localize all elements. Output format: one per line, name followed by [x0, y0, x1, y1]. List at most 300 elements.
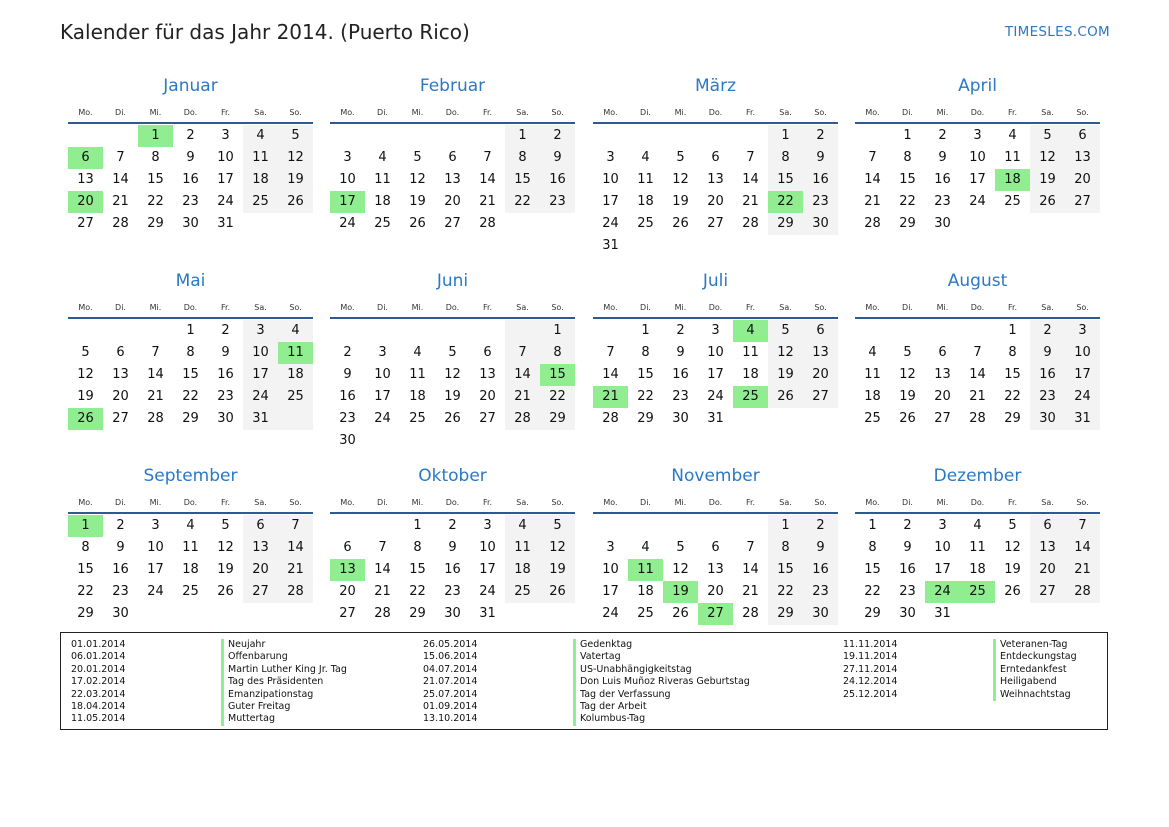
day-cell: 21 [147, 389, 164, 404]
holiday-day-cell: 1 [68, 515, 103, 537]
day-cell: 6 [711, 540, 720, 555]
day-cell: 20 [1074, 172, 1091, 187]
day-cell: 30 [1039, 411, 1056, 426]
month-7 [593, 269, 838, 459]
day-cell: 25 [409, 411, 426, 426]
day-cell: 20 [1039, 562, 1056, 577]
weekday-label: Sa. [1041, 108, 1054, 117]
day-cell: 7 [116, 150, 125, 165]
day-cell: 28 [742, 216, 759, 231]
day-cell: 27 [479, 411, 496, 426]
day-cell: 24 [969, 194, 986, 209]
day-cell: 21 [374, 584, 391, 599]
day-cell: 12 [409, 172, 426, 187]
month-1 [68, 74, 313, 264]
day-cell: 27 [707, 216, 724, 231]
day-cell: 2 [903, 518, 912, 533]
day-cell: 29 [637, 411, 654, 426]
month-11 [593, 464, 838, 654]
day-cell: 5 [676, 540, 685, 555]
holiday-name: Don Luis Muñoz Riveras Geburtstag [573, 676, 750, 688]
holiday-date: 27.11.2014 [843, 663, 898, 675]
day-cell: 8 [1008, 345, 1017, 360]
weekday-label: Sa. [254, 498, 267, 507]
day-cell: 9 [1043, 345, 1052, 360]
day-cell: 24 [147, 584, 164, 599]
day-cell: 27 [1039, 584, 1056, 599]
holiday-name: Veteranen-Tag [993, 639, 1067, 651]
weekday-label: Fr. [220, 108, 231, 117]
day-cell: 7 [151, 345, 160, 360]
day-cell: 22 [864, 584, 881, 599]
day-cell: 28 [479, 216, 496, 231]
day-cell: 1 [1008, 323, 1017, 338]
day-cell: 21 [479, 194, 496, 209]
weekday-label: Di. [115, 303, 126, 312]
day-cell: 20 [934, 389, 951, 404]
day-cell: 26 [444, 411, 461, 426]
day-cell: 15 [637, 367, 654, 382]
weekday-label: Fr. [1007, 303, 1018, 312]
day-cell: 10 [934, 540, 951, 555]
day-cell: 16 [672, 367, 689, 382]
day-cell: 1 [518, 128, 527, 143]
day-cell: 3 [151, 518, 160, 533]
day-cell: 17 [252, 367, 269, 382]
day-cell: 14 [287, 540, 304, 555]
day-cell: 2 [1043, 323, 1052, 338]
day-cell: 19 [899, 389, 916, 404]
day-cell: 30 [812, 216, 829, 231]
day-cell: 25 [287, 389, 304, 404]
day-cell: 12 [672, 172, 689, 187]
day-cell: 29 [147, 216, 164, 231]
month-name: April [958, 76, 997, 96]
weekday-label: So. [814, 303, 827, 312]
day-cell: 8 [641, 345, 650, 360]
day-cell: 20 [252, 562, 269, 577]
day-cell: 13 [252, 540, 269, 555]
holiday-day-cell: 15 [540, 364, 575, 386]
holiday-day-cell: 25 [960, 581, 995, 603]
site-link[interactable]: TIMESLES.COM [1004, 24, 1110, 40]
day-cell: 12 [1004, 540, 1021, 555]
month-name: Oktober [418, 466, 487, 486]
day-cell: 3 [606, 540, 615, 555]
weekday-label: Mi. [936, 303, 949, 312]
holiday-name: Neujahr [221, 639, 265, 651]
day-cell: 21 [112, 194, 129, 209]
day-cell: 23 [549, 194, 566, 209]
holiday-date: 21.07.2014 [423, 676, 478, 688]
day-cell: 2 [186, 128, 195, 143]
weekday-label: Mo. [78, 303, 93, 312]
holiday-name: Muttertag [221, 713, 275, 725]
day-cell: 5 [553, 518, 562, 533]
holiday-name: Tag der Arbeit [573, 701, 647, 713]
holiday-day-cell: 6 [68, 147, 103, 169]
day-cell: 5 [413, 150, 422, 165]
day-cell: 27 [812, 389, 829, 404]
day-cell: 27 [934, 411, 951, 426]
day-cell: 20 [339, 584, 356, 599]
day-cell: 31 [252, 411, 269, 426]
day-cell: 1 [781, 518, 790, 533]
day-cell: 25 [182, 584, 199, 599]
day-cell: 22 [637, 389, 654, 404]
day-cell: 1 [413, 518, 422, 533]
day-cell: 23 [672, 389, 689, 404]
day-cell: 4 [518, 518, 527, 533]
day-cell: 26 [287, 194, 304, 209]
day-cell: 21 [514, 389, 531, 404]
day-cell: 14 [479, 172, 496, 187]
day-cell: 9 [116, 540, 125, 555]
day-cell: 18 [409, 389, 426, 404]
day-cell: 3 [606, 150, 615, 165]
holiday-date: 06.01.2014 [71, 651, 126, 663]
holiday-name: US-Unabhängigkeitstag [573, 664, 692, 676]
weekday-label: Do. [708, 108, 723, 117]
day-cell: 19 [287, 172, 304, 187]
day-cell: 27 [1074, 194, 1091, 209]
holiday-day-cell: 19 [663, 581, 698, 603]
day-cell: 24 [602, 216, 619, 231]
day-cell: 24 [602, 606, 619, 621]
day-cell: 22 [777, 584, 794, 599]
day-cell: 18 [864, 389, 881, 404]
day-cell: 30 [112, 606, 129, 621]
weekday-label: Fr. [220, 498, 231, 507]
day-cell: 28 [287, 584, 304, 599]
holiday-name: Kolumbus-Tag [573, 713, 645, 725]
day-cell: 3 [973, 128, 982, 143]
day-cell: 16 [339, 389, 356, 404]
weekday-label: Di. [115, 498, 126, 507]
day-cell: 30 [217, 411, 234, 426]
holiday-legend [60, 632, 1108, 730]
month-9 [68, 464, 313, 654]
day-cell: 25 [1004, 194, 1021, 209]
day-cell: 26 [672, 606, 689, 621]
day-cell: 20 [112, 389, 129, 404]
day-cell: 29 [899, 216, 916, 231]
day-cell: 20 [812, 367, 829, 382]
day-cell: 28 [514, 411, 531, 426]
day-cell: 24 [374, 411, 391, 426]
day-cell: 5 [448, 345, 457, 360]
weekday-label: So. [551, 108, 564, 117]
day-cell: 14 [374, 562, 391, 577]
day-cell: 10 [374, 367, 391, 382]
day-cell: 15 [899, 172, 916, 187]
day-cell: 12 [217, 540, 234, 555]
day-cell: 26 [409, 216, 426, 231]
weekday-label: Do. [183, 498, 198, 507]
day-cell: 12 [672, 562, 689, 577]
holiday-day-cell: 24 [925, 581, 960, 603]
month-divider [855, 122, 1100, 124]
day-cell: 4 [378, 150, 387, 165]
day-cell: 7 [746, 540, 755, 555]
month-5 [68, 269, 313, 459]
month-name: Mai [175, 271, 206, 291]
day-cell: 10 [252, 345, 269, 360]
day-cell: 29 [549, 411, 566, 426]
day-cell: 2 [553, 128, 562, 143]
weekday-label: Di. [115, 108, 126, 117]
weekday-label: Do. [445, 108, 460, 117]
day-cell: 5 [676, 150, 685, 165]
day-cell: 30 [182, 216, 199, 231]
month-divider [593, 317, 838, 319]
day-cell: 15 [147, 172, 164, 187]
day-cell: 15 [1004, 367, 1021, 382]
day-cell: 31 [934, 606, 951, 621]
day-cell: 12 [444, 367, 461, 382]
day-cell: 26 [899, 411, 916, 426]
weekday-label: Do. [970, 108, 985, 117]
weekday-label: Sa. [779, 498, 792, 507]
weekday-label: Do. [970, 303, 985, 312]
day-cell: 24 [252, 389, 269, 404]
day-cell: 23 [182, 194, 199, 209]
day-cell: 21 [864, 194, 881, 209]
month-12 [855, 464, 1100, 654]
day-cell: 5 [903, 345, 912, 360]
month-divider [855, 512, 1100, 514]
weekday-label: Mo. [78, 498, 93, 507]
holiday-date: 15.06.2014 [423, 651, 478, 663]
day-cell: 27 [339, 606, 356, 621]
weekday-label: Do. [708, 303, 723, 312]
weekday-label: Mi. [149, 303, 162, 312]
holiday-day-cell: 1 [138, 125, 173, 147]
day-cell: 13 [444, 172, 461, 187]
day-cell: 22 [1004, 389, 1021, 404]
day-cell: 11 [969, 540, 986, 555]
day-cell: 11 [637, 172, 654, 187]
weekday-label: Di. [377, 498, 388, 507]
day-cell: 14 [1074, 540, 1091, 555]
day-cell: 25 [514, 584, 531, 599]
day-cell: 1 [553, 323, 562, 338]
month-4 [855, 74, 1100, 264]
month-6 [330, 269, 575, 459]
holiday-day-cell: 11 [278, 342, 313, 364]
weekday-label: Mo. [78, 108, 93, 117]
day-cell: 26 [549, 584, 566, 599]
holiday-name: Entdeckungstag [993, 651, 1077, 663]
day-cell: 10 [602, 172, 619, 187]
day-cell: 17 [602, 194, 619, 209]
day-cell: 10 [707, 345, 724, 360]
day-cell: 9 [343, 367, 352, 382]
day-cell: 7 [606, 345, 615, 360]
day-cell: 22 [514, 194, 531, 209]
day-cell: 8 [151, 150, 160, 165]
month-divider [68, 122, 313, 124]
day-cell: 16 [444, 562, 461, 577]
day-cell: 31 [479, 606, 496, 621]
day-cell: 5 [781, 323, 790, 338]
day-cell: 9 [903, 540, 912, 555]
holiday-date: 13.10.2014 [423, 713, 478, 725]
weekday-label: So. [289, 498, 302, 507]
day-cell: 13 [479, 367, 496, 382]
holiday-name: Tag der Verfassung [573, 689, 671, 701]
day-cell: 4 [291, 323, 300, 338]
day-cell: 25 [637, 606, 654, 621]
day-cell: 24 [479, 584, 496, 599]
day-cell: 7 [1078, 518, 1087, 533]
day-cell: 12 [899, 367, 916, 382]
day-cell: 7 [291, 518, 300, 533]
weekday-label: So. [551, 498, 564, 507]
day-cell: 30 [444, 606, 461, 621]
day-cell: 30 [899, 606, 916, 621]
day-cell: 3 [378, 345, 387, 360]
weekday-label: Mo. [603, 108, 618, 117]
day-cell: 21 [742, 194, 759, 209]
holiday-date: 19.11.2014 [843, 651, 898, 663]
day-cell: 26 [672, 216, 689, 231]
day-cell: 27 [252, 584, 269, 599]
day-cell: 17 [602, 584, 619, 599]
day-cell: 31 [707, 411, 724, 426]
weekday-label: Do. [183, 108, 198, 117]
day-cell: 29 [409, 606, 426, 621]
weekday-label: Di. [377, 303, 388, 312]
day-cell: 16 [1039, 367, 1056, 382]
day-cell: 22 [147, 194, 164, 209]
day-cell: 15 [409, 562, 426, 577]
weekday-label: Mo. [865, 498, 880, 507]
weekday-label: So. [289, 303, 302, 312]
holiday-name: Offenbarung [221, 651, 288, 663]
day-cell: 13 [77, 172, 94, 187]
holiday-day-cell: 26 [68, 408, 103, 430]
weekday-label: Mo. [603, 303, 618, 312]
day-cell: 6 [116, 345, 125, 360]
day-cell: 13 [812, 345, 829, 360]
day-cell: 23 [934, 194, 951, 209]
weekday-label: Mi. [936, 108, 949, 117]
day-cell: 9 [448, 540, 457, 555]
day-cell: 11 [252, 150, 269, 165]
day-cell: 29 [864, 606, 881, 621]
day-cell: 28 [147, 411, 164, 426]
day-cell: 20 [479, 389, 496, 404]
month-name: Juni [436, 271, 469, 291]
day-cell: 15 [777, 562, 794, 577]
month-name: November [671, 466, 760, 486]
day-cell: 1 [186, 323, 195, 338]
day-cell: 17 [374, 389, 391, 404]
day-cell: 21 [287, 562, 304, 577]
weekday-label: Mo. [340, 108, 355, 117]
holiday-day-cell: 25 [733, 386, 768, 408]
day-cell: 6 [711, 150, 720, 165]
day-cell: 11 [864, 367, 881, 382]
weekday-label: Di. [902, 303, 913, 312]
day-cell: 16 [182, 172, 199, 187]
holiday-date: 18.04.2014 [71, 700, 126, 712]
day-cell: 18 [514, 562, 531, 577]
day-cell: 23 [112, 584, 129, 599]
day-cell: 28 [602, 411, 619, 426]
day-cell: 3 [343, 150, 352, 165]
day-cell: 23 [339, 411, 356, 426]
weekday-label: So. [1076, 303, 1089, 312]
day-cell: 17 [707, 367, 724, 382]
day-cell: 9 [816, 150, 825, 165]
weekday-label: Mi. [411, 303, 424, 312]
weekday-label: Mi. [411, 108, 424, 117]
month-divider [593, 512, 838, 514]
weekday-label: Fr. [220, 303, 231, 312]
day-cell: 11 [182, 540, 199, 555]
weekday-label: Fr. [745, 303, 756, 312]
weekday-label: Mi. [674, 303, 687, 312]
weekday-label: Di. [902, 498, 913, 507]
day-cell: 19 [409, 194, 426, 209]
day-cell: 16 [549, 172, 566, 187]
day-cell: 3 [483, 518, 492, 533]
day-cell: 8 [903, 150, 912, 165]
day-cell: 17 [969, 172, 986, 187]
day-cell: 5 [1043, 128, 1052, 143]
day-cell: 6 [343, 540, 352, 555]
month-divider [330, 512, 575, 514]
day-cell: 15 [864, 562, 881, 577]
day-cell: 19 [77, 389, 94, 404]
day-cell: 20 [707, 584, 724, 599]
holiday-day-cell: 11 [628, 559, 663, 581]
day-cell: 22 [899, 194, 916, 209]
month-name: Juli [702, 271, 729, 291]
day-cell: 9 [938, 150, 947, 165]
holiday-name: Tag des Präsidenten [221, 676, 323, 688]
day-cell: 4 [186, 518, 195, 533]
month-divider [593, 122, 838, 124]
day-cell: 24 [1074, 389, 1091, 404]
day-cell: 16 [934, 172, 951, 187]
day-cell: 19 [217, 562, 234, 577]
month-8 [855, 269, 1100, 459]
day-cell: 11 [374, 172, 391, 187]
day-cell: 8 [413, 540, 422, 555]
weekday-label: Mi. [936, 498, 949, 507]
weekday-label: Mo. [603, 498, 618, 507]
day-cell: 18 [374, 194, 391, 209]
day-cell: 20 [444, 194, 461, 209]
day-cell: 4 [641, 540, 650, 555]
month-name: Februar [419, 76, 486, 96]
day-cell: 25 [864, 411, 881, 426]
day-cell: 7 [746, 150, 755, 165]
day-cell: 13 [707, 172, 724, 187]
day-cell: 21 [969, 389, 986, 404]
weekday-label: Sa. [516, 498, 529, 507]
day-cell: 8 [781, 540, 790, 555]
day-cell: 2 [343, 345, 352, 360]
day-cell: 13 [1074, 150, 1091, 165]
holiday-date: 04.07.2014 [423, 663, 478, 675]
day-cell: 16 [812, 562, 829, 577]
day-cell: 2 [676, 323, 685, 338]
month-2 [330, 74, 575, 264]
